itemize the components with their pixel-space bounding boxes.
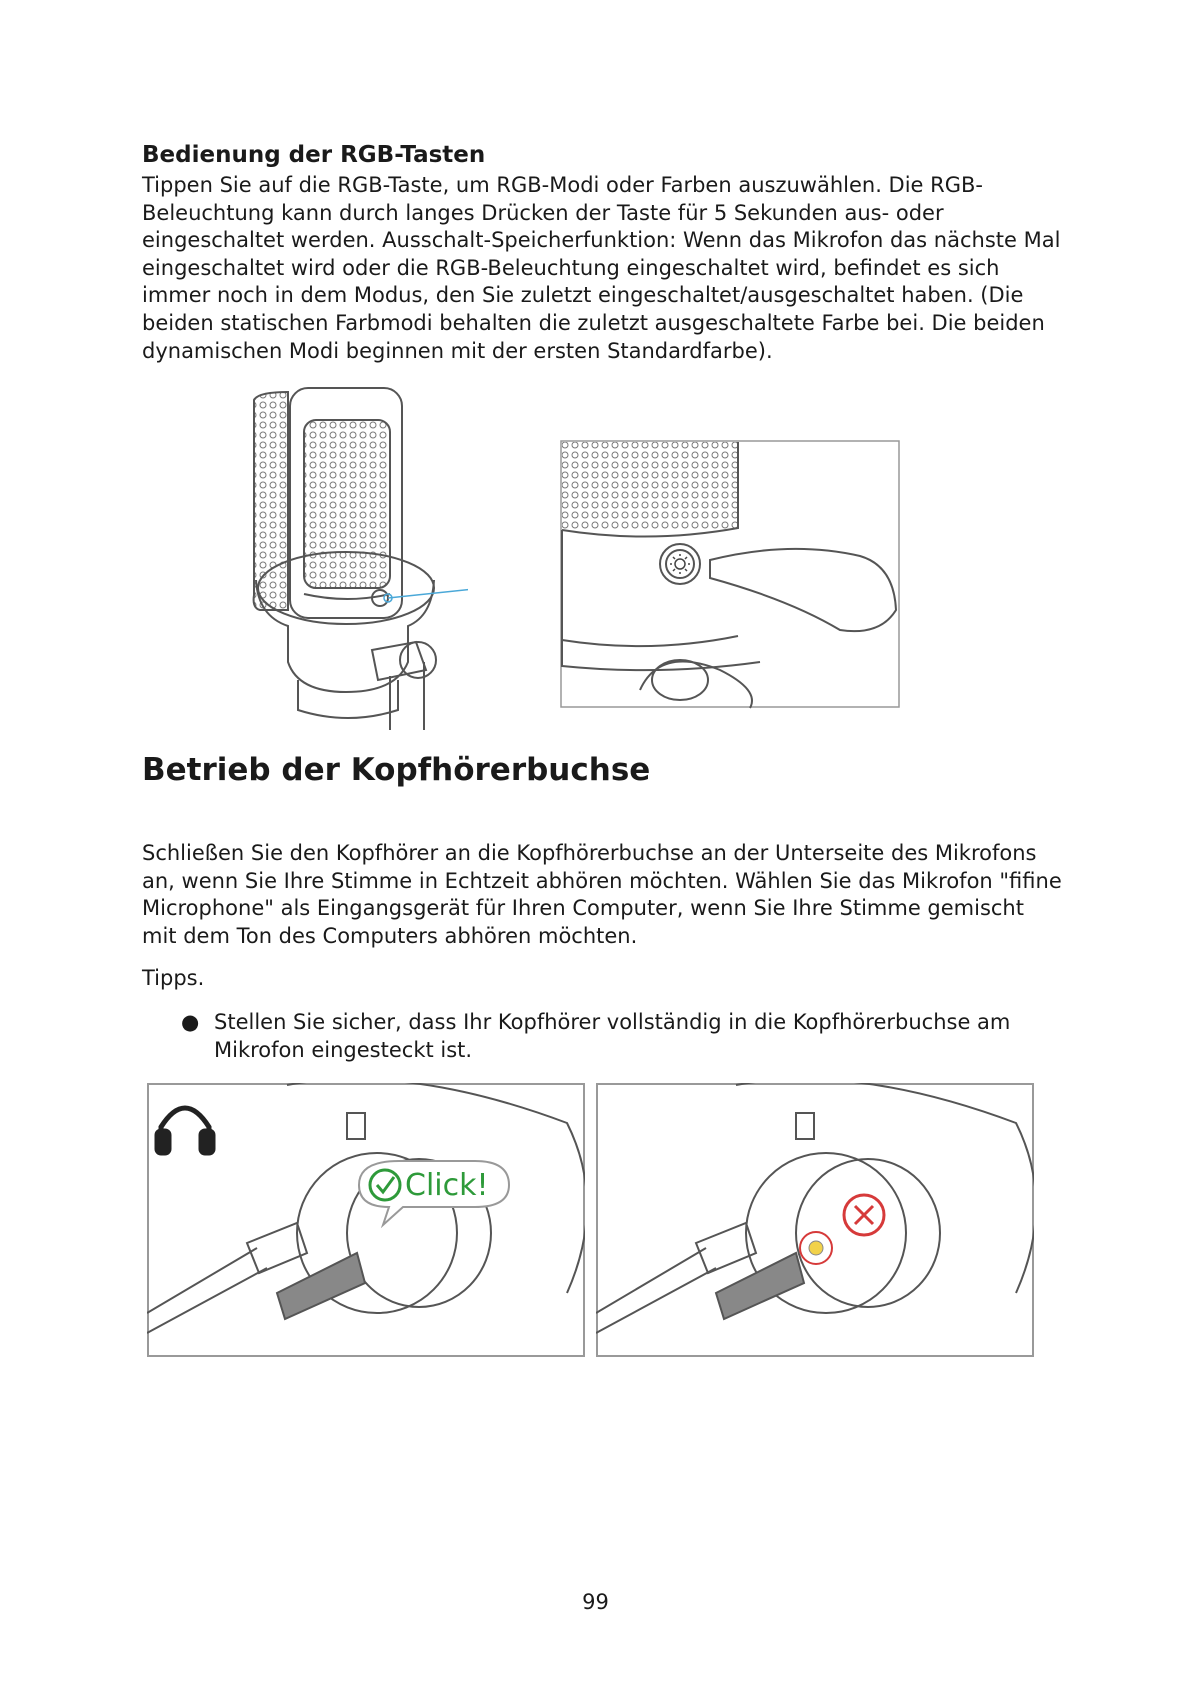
click-label: Click!: [405, 1168, 489, 1203]
section-title: Bedienung der RGB-Tasten: [142, 142, 486, 168]
section-paragraph: Tippen Sie auf die RGB-Taste, um RGB-Modi oder Farben auszuwählen. Die RGB-Beleuchtung kann durch langes Drücken der Taste für 5 Sekunden aus- oder eingeschaltet werden. Ausschalt-Speicherfunktion: Wenn das Mikrofon das nächste Mal eingeschaltet wird oder die RGB-Beleuchtung eingeschaltet wird, befindet es sich immer noch in dem Modus, den Sie zuletzt eingeschaltet/ausgeschaltet haben. (Die beiden statischen Farbmodi behalten die zuletzt ausgeschaltete Farbe bei. Die beiden dynamischen Modi beginnen mit der ersten Standardfarbe).: [142, 173, 1061, 363]
tip-text: Stellen Sie sicher, dass Ihr Kopfhörer vollständig in die Kopfhörerbuchse am Mikrofon eingesteckt ist.: [214, 1010, 1011, 1062]
rgb-button-zoom-illustration: [560, 440, 900, 710]
microphone-illustration: [248, 380, 468, 730]
bullet-icon: ●: [181, 1010, 200, 1034]
headphone-plug-correct-illustration: [147, 1083, 585, 1357]
headphone-plug-incorrect-illustration: [596, 1083, 1034, 1357]
headphone-paragraph: Schließen Sie den Kopfhörer an die Kopfhörerbuchse an der Unterseite des Mikrofons an, wenn Sie Ihre Stimme in Echtzeit abhören möchten. Wählen Sie das Mikrofon "fifine Microphone" als Eingangsgerät für Ihren Computer, wenn Sie Ihre Stimme gemischt mit dem Ton des Computers abhören möchten.: [142, 841, 1062, 948]
main-heading: Betrieb der Kopfhörerbuchse: [142, 752, 651, 788]
page-number: 99: [582, 1590, 609, 1614]
tips-label: Tipps.: [142, 966, 205, 990]
